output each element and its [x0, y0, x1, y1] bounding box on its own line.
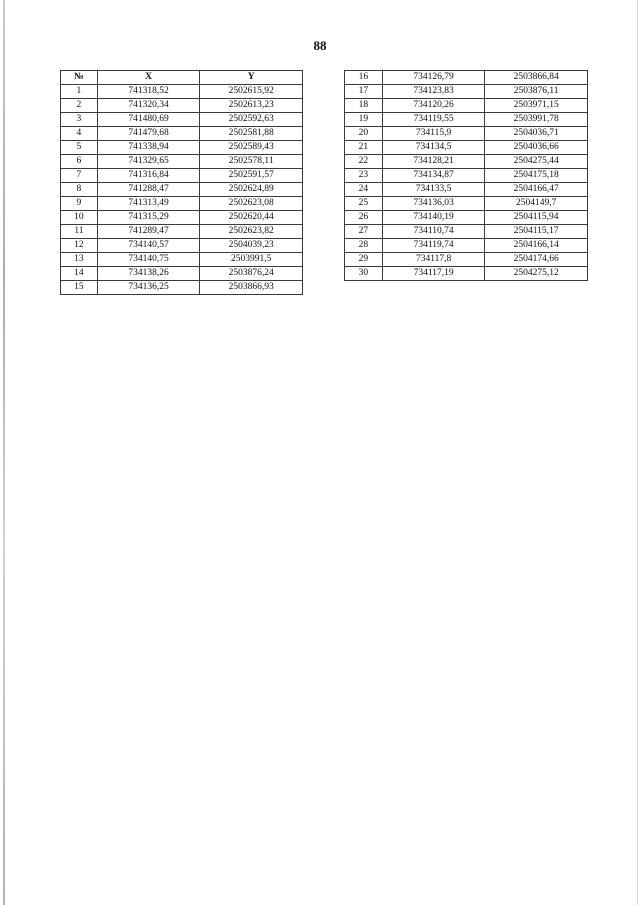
x-coordinate-cell: 741315,29 — [97, 211, 200, 225]
table-row — [345, 141, 588, 155]
y-coordinate-cell: 2502623,08 — [200, 197, 303, 211]
x-coordinate-cell: 734136,25 — [97, 281, 200, 295]
table-row — [61, 197, 303, 211]
x-coordinate-cell: 741320,34 — [97, 99, 200, 113]
point-number-cell: 8 — [61, 183, 98, 197]
table-row — [61, 211, 303, 225]
table-row — [61, 239, 303, 253]
point-number-cell: 15 — [61, 281, 98, 295]
header-x: X — [97, 71, 200, 85]
page-number: 88 — [313, 38, 327, 53]
x-coordinate-cell: 741338,94 — [97, 141, 200, 155]
point-number-cell: 10 — [61, 211, 98, 225]
y-coordinate-cell: 2504115,94 — [485, 211, 588, 225]
x-coordinate-cell: 741318,52 — [97, 85, 200, 99]
table-row — [61, 253, 303, 267]
y-coordinate-cell: 2502620,44 — [200, 211, 303, 225]
point-number-cell: 30 — [345, 267, 383, 281]
table-right-body — [345, 71, 588, 281]
point-number-cell: 25 — [345, 197, 383, 211]
point-number-cell: 23 — [345, 169, 383, 183]
x-coordinate-cell: 734123,83 — [382, 85, 485, 99]
x-coordinate-cell: 741289,47 — [97, 225, 200, 239]
point-number-cell: 24 — [345, 183, 383, 197]
x-coordinate-cell: 734140,57 — [97, 239, 200, 253]
x-coordinate-cell: 734140,75 — [97, 253, 200, 267]
x-coordinate-cell: 734134,87 — [382, 169, 485, 183]
y-coordinate-cell: 2503876,24 — [200, 267, 303, 281]
point-number-cell: 14 — [61, 267, 98, 281]
x-coordinate-cell: 734115,9 — [382, 127, 485, 141]
point-number-cell: 6 — [61, 155, 98, 169]
y-coordinate-cell: 2504166,47 — [485, 183, 588, 197]
point-number-cell: 21 — [345, 141, 383, 155]
y-coordinate-cell: 2504275,12 — [485, 267, 588, 281]
table-row — [61, 85, 303, 99]
x-coordinate-cell: 741316,84 — [97, 169, 200, 183]
point-number-cell: 18 — [345, 99, 383, 113]
scan-edge-left — [3, 0, 5, 905]
x-coordinate-cell: 734136,03 — [382, 197, 485, 211]
y-coordinate-cell: 2502624,89 — [200, 183, 303, 197]
y-coordinate-cell: 2504166,14 — [485, 239, 588, 253]
x-coordinate-cell: 734126,79 — [382, 71, 485, 85]
table-row — [61, 225, 303, 239]
y-coordinate-cell: 2504174,66 — [485, 253, 588, 267]
table-row — [345, 155, 588, 169]
point-number-cell: 28 — [345, 239, 383, 253]
y-coordinate-cell: 2503991,78 — [485, 113, 588, 127]
table-row — [345, 99, 588, 113]
x-coordinate-cell: 734128,21 — [382, 155, 485, 169]
table-row — [345, 85, 588, 99]
table-row — [61, 267, 303, 281]
x-coordinate-cell: 734119,55 — [382, 113, 485, 127]
scan-edge-right — [637, 0, 638, 905]
table-header-row — [61, 71, 303, 85]
table-row — [61, 183, 303, 197]
table-row — [345, 127, 588, 141]
y-coordinate-cell: 2504039,23 — [200, 239, 303, 253]
x-coordinate-cell: 734133,5 — [382, 183, 485, 197]
y-coordinate-cell: 2502581,88 — [200, 127, 303, 141]
point-number-cell: 5 — [61, 141, 98, 155]
x-coordinate-cell: 734138,26 — [97, 267, 200, 281]
y-coordinate-cell: 2504149,7 — [485, 197, 588, 211]
y-coordinate-cell: 2503876,11 — [485, 85, 588, 99]
y-coordinate-cell: 2504036,66 — [485, 141, 588, 155]
y-coordinate-cell: 2504115,17 — [485, 225, 588, 239]
table-row — [345, 183, 588, 197]
y-coordinate-cell: 2502623,82 — [200, 225, 303, 239]
table-row — [345, 225, 588, 239]
point-number-cell: 1 — [61, 85, 98, 99]
point-number-cell: 3 — [61, 113, 98, 127]
x-coordinate-cell: 734140,19 — [382, 211, 485, 225]
coordinates-table-left — [60, 70, 303, 295]
point-number-cell: 26 — [345, 211, 383, 225]
x-coordinate-cell: 741480,69 — [97, 113, 200, 127]
point-number-cell: 17 — [345, 85, 383, 99]
table-row — [345, 253, 588, 267]
y-coordinate-cell: 2504175,18 — [485, 169, 588, 183]
header-number: № — [61, 71, 98, 85]
y-coordinate-cell: 2504036,71 — [485, 127, 588, 141]
point-number-cell: 7 — [61, 169, 98, 183]
table-row — [345, 267, 588, 281]
x-coordinate-cell: 734117,8 — [382, 253, 485, 267]
point-number-cell: 16 — [345, 71, 383, 85]
point-number-cell: 29 — [345, 253, 383, 267]
y-coordinate-cell: 2502589,43 — [200, 141, 303, 155]
table-row — [61, 113, 303, 127]
x-coordinate-cell: 734110,74 — [382, 225, 485, 239]
x-coordinate-cell: 734120,26 — [382, 99, 485, 113]
y-coordinate-cell: 2502613,23 — [200, 99, 303, 113]
point-number-cell: 2 — [61, 99, 98, 113]
x-coordinate-cell: 741313,49 — [97, 197, 200, 211]
point-number-cell: 19 — [345, 113, 383, 127]
x-coordinate-cell: 734134,5 — [382, 141, 485, 155]
point-number-cell: 9 — [61, 197, 98, 211]
point-number-cell: 20 — [345, 127, 383, 141]
y-coordinate-cell: 2502615,92 — [200, 85, 303, 99]
x-coordinate-cell: 741288,47 — [97, 183, 200, 197]
y-coordinate-cell: 2502591,57 — [200, 169, 303, 183]
table-row — [61, 127, 303, 141]
y-coordinate-cell: 2503991,5 — [200, 253, 303, 267]
header-y: Y — [200, 71, 303, 85]
table-row — [345, 71, 588, 85]
table-row — [345, 211, 588, 225]
table-row — [61, 281, 303, 295]
table-row — [61, 99, 303, 113]
table-row — [345, 169, 588, 183]
point-number-cell: 13 — [61, 253, 98, 267]
table-row — [61, 155, 303, 169]
table-row — [345, 197, 588, 211]
coordinates-table-right — [344, 70, 588, 281]
x-coordinate-cell: 741479,68 — [97, 127, 200, 141]
table-row — [345, 239, 588, 253]
point-number-cell: 4 — [61, 127, 98, 141]
y-coordinate-cell: 2502592,63 — [200, 113, 303, 127]
y-coordinate-cell: 2503866,93 — [200, 281, 303, 295]
table-row — [345, 113, 588, 127]
point-number-cell: 22 — [345, 155, 383, 169]
table-left-body — [61, 85, 303, 295]
point-number-cell: 12 — [61, 239, 98, 253]
table-row — [61, 141, 303, 155]
point-number-cell: 27 — [345, 225, 383, 239]
y-coordinate-cell: 2504275,44 — [485, 155, 588, 169]
y-coordinate-cell: 2503866,84 — [485, 71, 588, 85]
y-coordinate-cell: 2502578,11 — [200, 155, 303, 169]
x-coordinate-cell: 734117,19 — [382, 267, 485, 281]
x-coordinate-cell: 734119,74 — [382, 239, 485, 253]
x-coordinate-cell: 741329,65 — [97, 155, 200, 169]
point-number-cell: 11 — [61, 225, 98, 239]
table-row — [61, 169, 303, 183]
y-coordinate-cell: 2503971,15 — [485, 99, 588, 113]
